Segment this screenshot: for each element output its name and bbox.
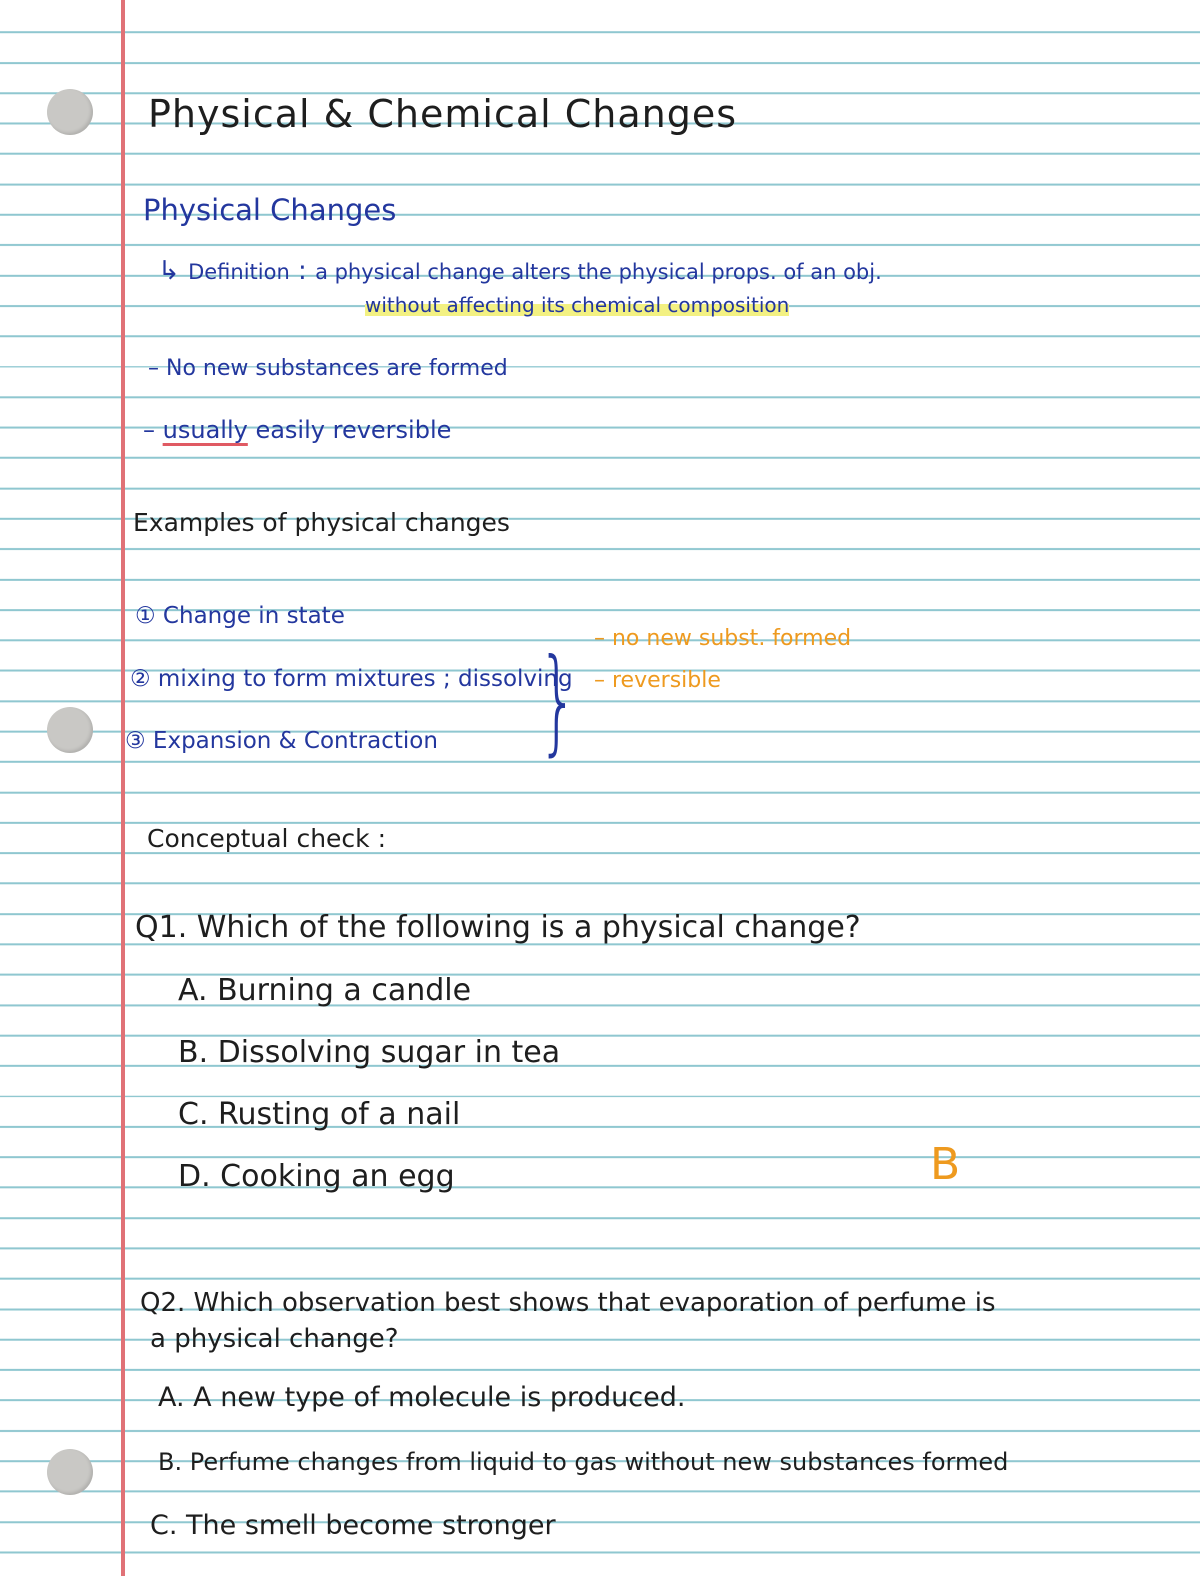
binder-hole-top	[47, 89, 93, 135]
red-margin-line	[121, 0, 125, 1576]
examples-heading: Examples of physical changes	[133, 508, 510, 537]
note-no-new-subst: – no new subst. formed	[594, 626, 852, 651]
physical-changes-heading: Physical Changes	[143, 193, 397, 227]
example-item-3: ③ Expansion & Contraction	[125, 728, 438, 754]
q1-answer: B	[930, 1139, 961, 1190]
definition-line-2	[365, 295, 789, 315]
page-title: Physical & Chemical Changes	[148, 92, 738, 136]
definition-text-1: a physical change alters the physical props. of an obj.	[315, 260, 882, 284]
definition-label: Definition	[188, 260, 290, 284]
q1-option-b: B. Dissolving sugar in tea	[178, 1035, 561, 1070]
bullet-reversible	[143, 418, 451, 442]
q1-option-a: A. Burning a candle	[178, 973, 472, 1008]
usually-underlined: usually	[162, 416, 248, 444]
bullet-no-new-substances: – No new substances are formed	[148, 356, 508, 381]
arrow-icon: ↳	[158, 256, 180, 286]
q2-option-b: B. Perfume changes from liquid to gas without new substances formed	[158, 1448, 1009, 1476]
q1-question: Q1. Which of the following is a physical change?	[135, 910, 861, 945]
conceptual-check-heading: Conceptual check :	[147, 824, 387, 853]
definition-separator: :	[298, 256, 307, 286]
definition-text-2: without affecting its chemical composition	[365, 293, 790, 317]
q2-option-a: A. A new type of molecule is produced.	[158, 1382, 686, 1413]
example-item-2: ② mixing to form mixtures ; dissolving	[130, 666, 573, 692]
note-reversible: – reversible	[594, 668, 721, 693]
bullet-rest: easily reversible	[255, 416, 452, 444]
bullet-dash: –	[143, 416, 155, 444]
q2-option-c: C. The smell become stronger	[150, 1510, 556, 1541]
example-item-1: ① Change in state	[135, 603, 345, 629]
curly-brace: }	[538, 634, 578, 767]
q1-option-c: C. Rusting of a nail	[178, 1097, 461, 1132]
q1-option-d: D. Cooking an egg	[178, 1159, 455, 1194]
q2-question-line-1: Q2. Which observation best shows that evaporation of perfume is	[140, 1288, 996, 1318]
definition-line-1	[158, 258, 882, 284]
q2-question-line-2: a physical change?	[150, 1324, 399, 1354]
binder-hole-bottom	[47, 1449, 93, 1495]
binder-hole-middle	[47, 707, 93, 753]
